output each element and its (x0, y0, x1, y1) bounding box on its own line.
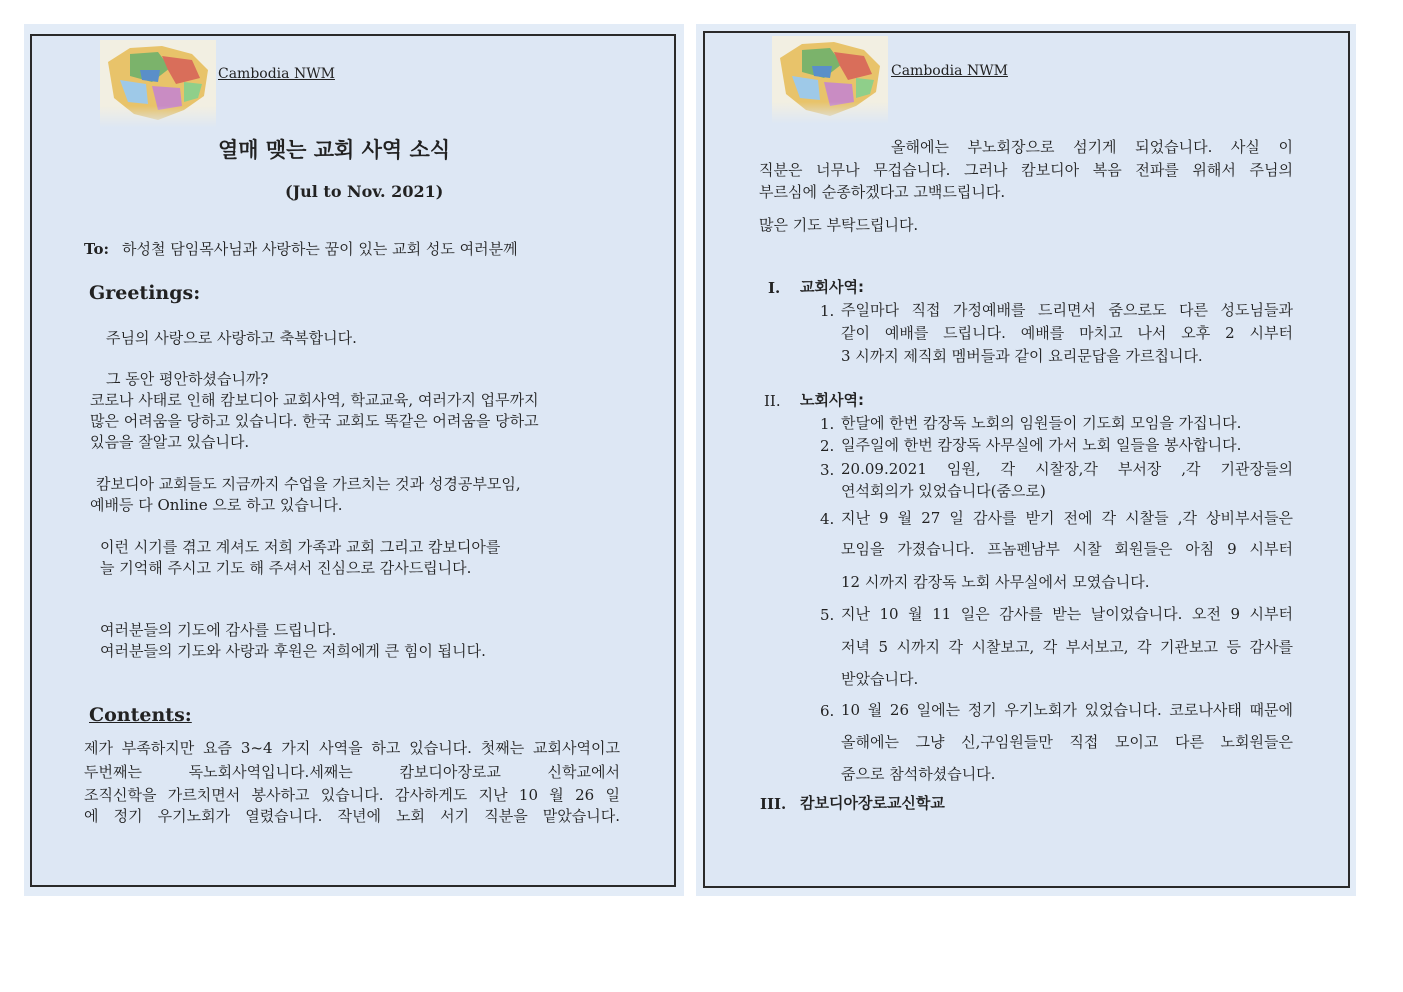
item-line: 10 월 26 일에는 정기 우기노회가 있었습니다. 코로나사태 때문에 (841, 701, 1293, 719)
item-number: 2. (820, 437, 835, 455)
item-line: 지난 10 월 11 일은 감사를 받는 날이었습니다. 오전 9 시부터 (841, 605, 1293, 623)
greeting-line: 코로나 사태로 인해 캄보디아 교회사역, 학교교육, 여러가지 업무까지 (90, 391, 539, 409)
item-number: 4. (820, 510, 835, 528)
greeting-line: 여러분들의 기도에 감사를 드립니다. (100, 621, 337, 639)
section-numeral: I. (768, 279, 781, 297)
item-line: 올해에는 그냥 신,구임원들만 직접 모이고 다른 노회원들은 (841, 733, 1293, 751)
item-line: 주일마다 직접 가정예배를 드리면서 줌으로도 다른 성도님들과 (841, 301, 1293, 319)
cambodia-map-logo (100, 40, 216, 128)
greeting-line: 여러분들의 기도와 사랑과 후원은 저희에게 큰 힘이 됩니다. (100, 642, 486, 660)
item-line: 3 시까지 제직회 멤버들과 같이 요리문답을 가르칩니다. (841, 347, 1203, 365)
item-line: 모임을 가졌습니다. 프놈펜남부 시찰 회원들은 아침 9 시부터 (841, 540, 1293, 558)
item-line: 같이 예배를 드립니다. 예배를 마치고 나서 오후 2 시부터 (841, 324, 1293, 342)
greeting-line: 그 동안 평안하셨습니까? (106, 370, 269, 388)
item-line: 한달에 한번 캄장독 노회의 임원들이 기도회 모임을 가집니다. (841, 414, 1242, 432)
intro-line: 직분은 너무나 무겁습니다. 그러나 캄보디아 복음 전파를 위해서 주님의 (759, 161, 1293, 179)
item-number: 1. (820, 415, 835, 433)
greeting-line: 예배등 다 Online 으로 하고 있습니다. (90, 496, 343, 514)
greeting-line: 주님의 사랑으로 사랑하고 축복합니다. (106, 329, 357, 347)
newsletter-title: 열매 맺는 교회 사역 소식 (218, 138, 451, 162)
brand-name: Cambodia NWM (891, 63, 1008, 79)
item-line: 저녁 5 시까지 각 시찰보고, 각 부서보고, 각 기관보고 등 감사를 (841, 638, 1293, 656)
section-numeral: III. (760, 795, 787, 813)
item-line: 줌으로 참석하셨습니다. (841, 765, 996, 783)
to-label: To: (84, 240, 109, 258)
item-number: 6. (820, 702, 835, 720)
greeting-line: 캄보디아 교회들도 지금까지 수업을 가르치는 것과 성경공부모임, (96, 475, 521, 493)
item-line: 20.09.2021 임원, 각 시찰장,각 부서장 ,각 기관장들의 (841, 460, 1293, 478)
greeting-line: 이런 시기를 겪고 계셔도 저희 가족과 교회 그리고 캄보디아를 (100, 538, 501, 556)
contents-line: 제가 부족하지만 요즘 3~4 가지 사역을 하고 있습니다. 첫째는 교회사역이고 (84, 739, 620, 757)
contents-line: 에 정기 우기노회가 열렸습니다. 작년에 노회 서기 직분을 맡았습니다. (84, 807, 620, 825)
item-line: 연석회의가 있었습니다(줌으로) (841, 482, 1046, 500)
contents-line: 두번째는 독노회사역입니다.세째는 캄보디아장로교 신학교에서 (84, 763, 620, 781)
item-line: 받았습니다. (841, 670, 919, 688)
to-recipients: 하성철 담임목사님과 사랑하는 꿈이 있는 교회 성도 여러분께 (122, 240, 518, 258)
section-title: 교회사역: (800, 278, 864, 296)
brand-name: Cambodia NWM (218, 66, 335, 82)
section-title: 캄보디아장로교신학교 (800, 794, 945, 812)
date-range: (Jul to Nov. 2021) (285, 182, 444, 201)
item-line: 지난 9 월 27 일 감사를 받기 전에 각 시찰들 ,각 상비부서들은 (841, 509, 1293, 527)
prayer-request: 많은 기도 부탁드립니다. (759, 216, 919, 234)
item-number: 3. (820, 461, 835, 479)
section-title: 노회사역: (800, 391, 864, 409)
greeting-line: 있음을 잘알고 있습니다. (90, 433, 250, 451)
contents-heading: Contents: (89, 704, 192, 726)
contents-line: 조직신학을 가르치면서 봉사하고 있습니다. 감사하게도 지난 10 월 26 일 (84, 786, 620, 804)
item-number: 5. (820, 606, 835, 624)
greeting-line: 많은 어려움을 당하고 있습니다. 한국 교회도 똑같은 어려움을 당하고 (90, 412, 539, 430)
greeting-line: 늘 기억해 주시고 기도 해 주셔서 진심으로 감사드립니다. (100, 559, 472, 577)
section-numeral: II. (764, 392, 781, 410)
intro-line: 부르심에 순종하겠다고 고백드립니다. (759, 183, 1006, 201)
greetings-heading: Greetings: (89, 282, 201, 304)
intro-line: 올해에는 부노회장으로 섬기게 되었습니다. 사실 이 (891, 138, 1293, 156)
item-number: 1. (820, 302, 835, 320)
item-line: 일주일에 한번 캄장독 사무실에 가서 노회 일들을 봉사합니다. (841, 436, 1242, 454)
item-line: 12 시까지 캄장독 노회 사무실에서 모였습니다. (841, 573, 1150, 591)
cambodia-map-logo (772, 36, 888, 124)
